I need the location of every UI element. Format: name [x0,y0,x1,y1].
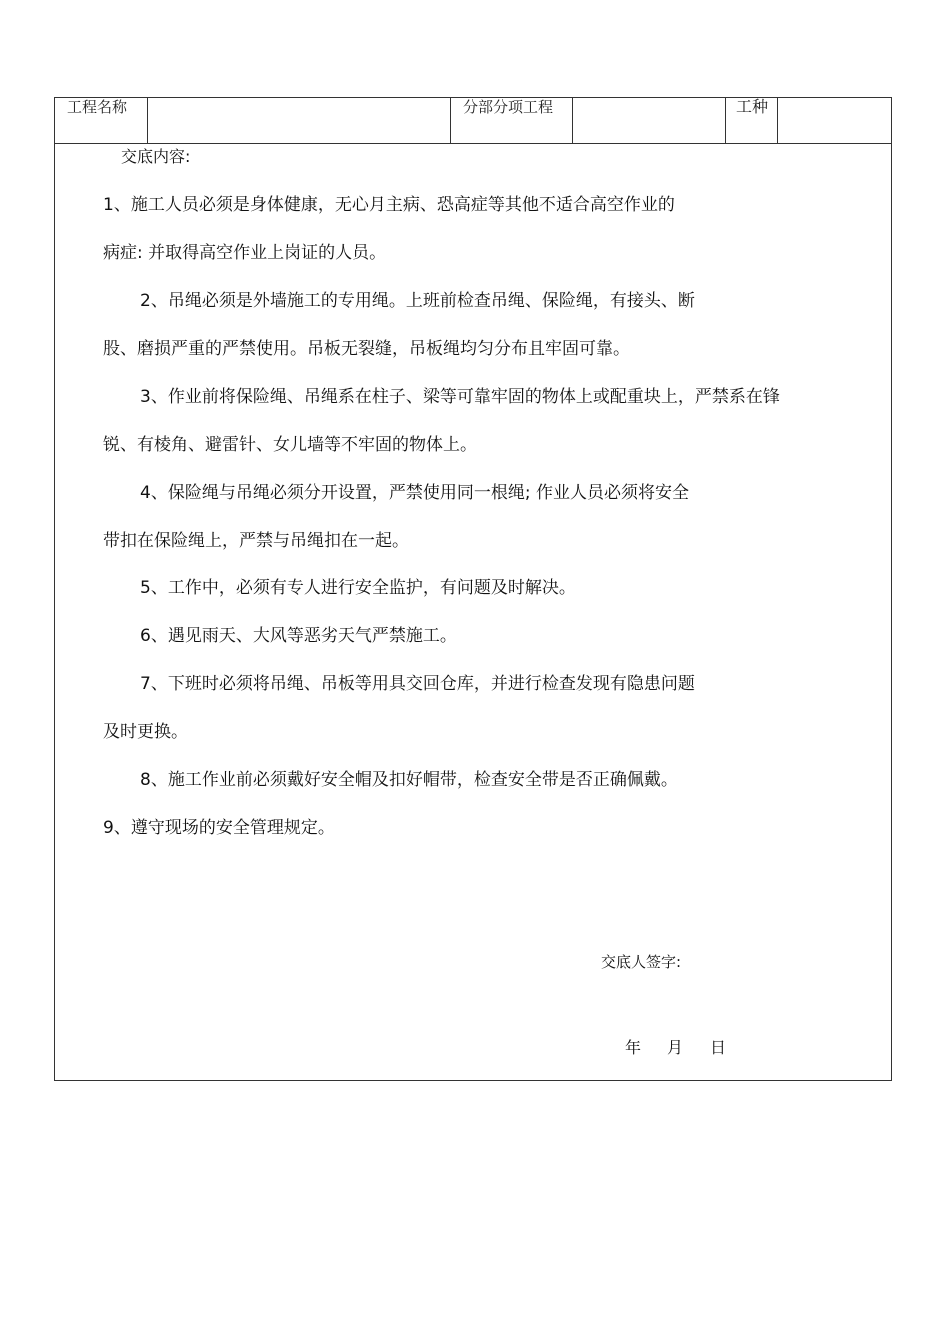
work-type-label: 工种 [736,97,769,116]
content-line: 8、施工作业前必须戴好安全帽及扣好帽带，检查安全带是否正确佩戴。 [140,770,678,790]
content-line: 9、遵守现场的安全管理规定。 [103,818,335,838]
content-heading: 交底内容: [121,147,191,166]
date-day: 日 [710,1038,727,1057]
disclosure-form [54,97,892,1081]
content-line: 2、吊绳必须是外墙施工的专用绳。上班前检查吊绳、保险绳，有接头、断 [140,291,695,311]
content-line: 及时更换。 [103,722,188,742]
content-line: 锐、有棱角、避雷针、女儿墙等不牢固的物体上。 [103,435,477,455]
content-line: 4、保险绳与吊绳必须分开设置，严禁使用同一根绳; 作业人员必须将安全 [140,483,689,503]
date-year: 年 [625,1038,642,1057]
content-line: 3、作业前将保险绳、吊绳系在柱子、梁等可靠牢固的物体上或配重块上，严禁系在锋 [140,387,780,407]
content-line: 病症: 并取得高空作业上岗证的人员。 [103,243,387,263]
subproject-label: 分部分项工程 [463,98,554,116]
content-line: 股、磨损严重的严禁使用。吊板无裂缝，吊板绳均匀分布且牢固可靠。 [103,339,630,359]
signature-label: 交底人签字: [601,953,682,971]
content-line: 7、下班时必须将吊绳、吊板等用具交回仓库，并进行检查发现有隐患问题 [140,674,695,694]
date-month: 月 [667,1038,684,1057]
content-line: 1、施工人员必须是身体健康，无心月主病、恐高症等其他不适合高空作业的 [103,195,675,215]
content-line: 6、遇见雨天、大风等恶劣天气严禁施工。 [140,626,457,646]
content-line: 带扣在保险绳上，严禁与吊绳扣在一起。 [103,531,409,551]
content-line: 5、工作中，必须有专人进行安全监护，有问题及时解决。 [140,578,576,598]
disclosure-content [55,98,891,1080]
project-name-label: 工程名称 [67,98,128,116]
